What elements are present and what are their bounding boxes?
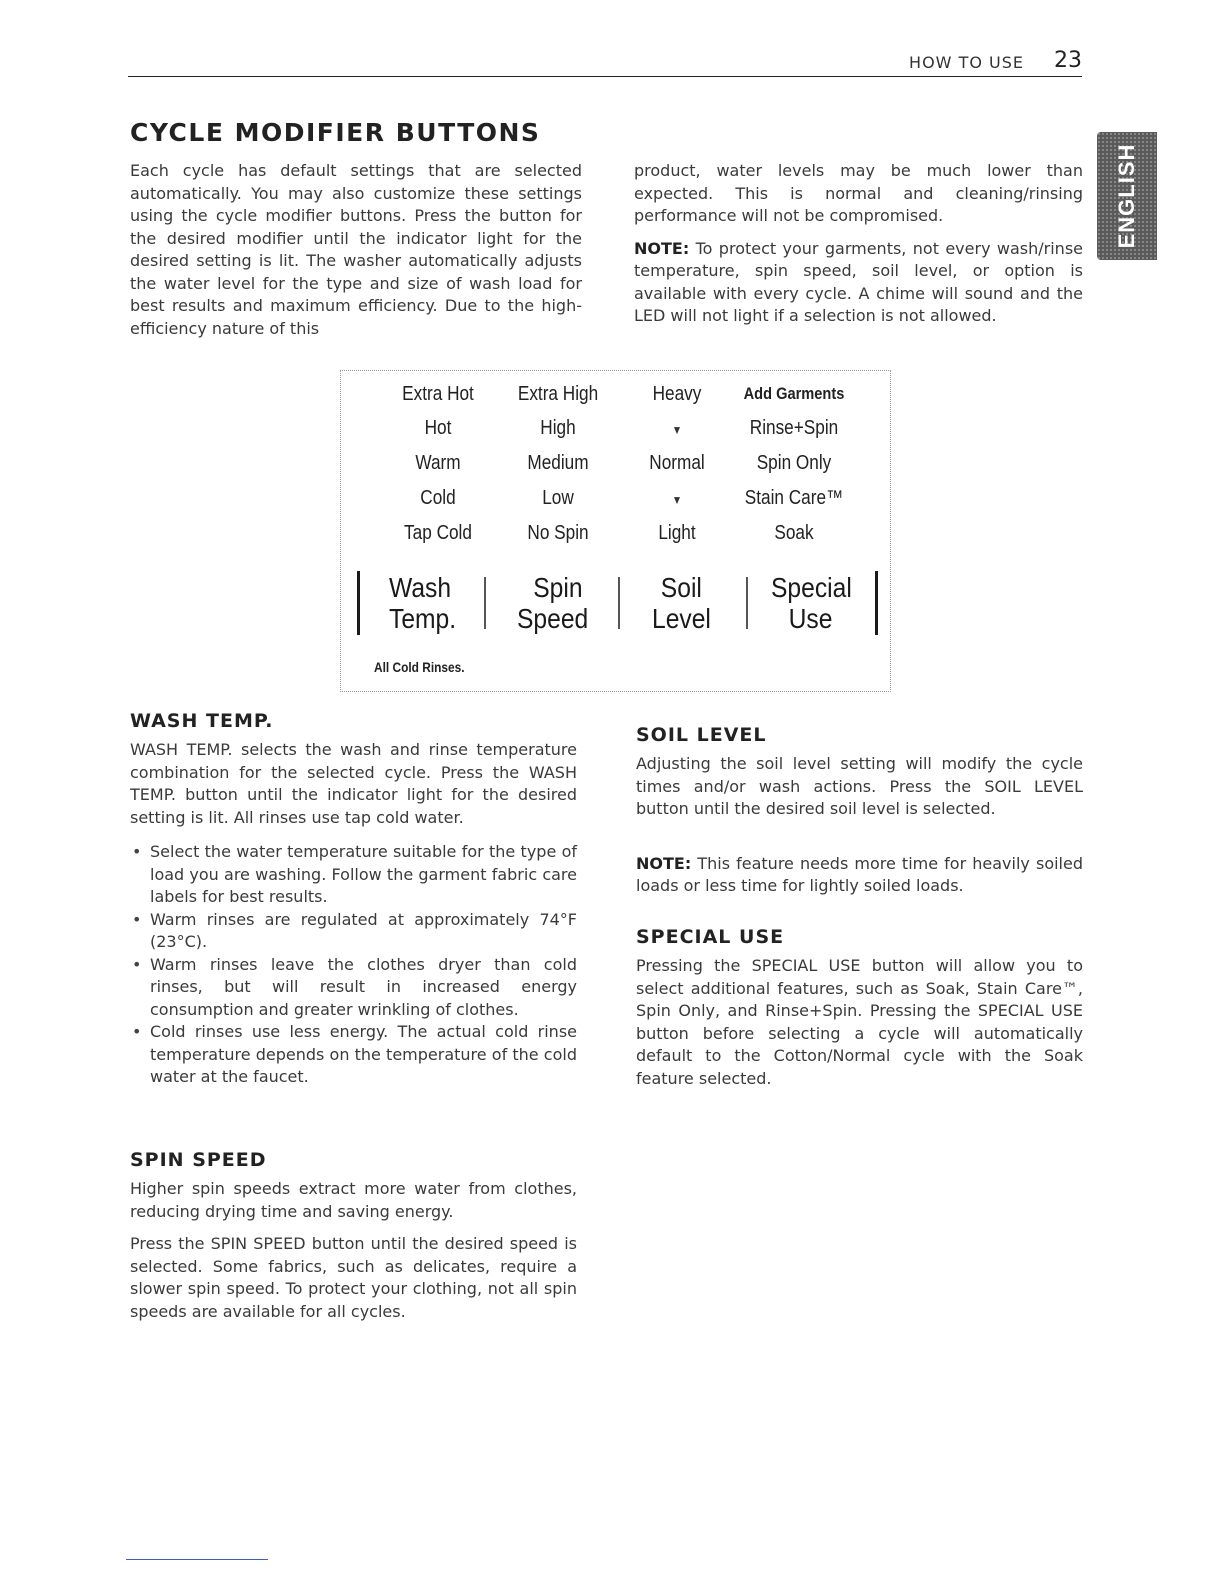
- special-use-text: Pressing the SPECIAL USE button will allow you to select additional features, such as Soak, Stain Care™, Spin Only, and Rinse+Spin. Pressing the SPECIAL USE button before selecting a cycle will automatically default to the Cotton/Normal cycle with the Soak feature selected.: [636, 956, 1083, 1088]
- button-divider: [484, 577, 486, 629]
- spin-speed-button[interactable]: [517, 572, 588, 634]
- wash-temp-option: Cold: [420, 487, 456, 509]
- special-use-heading: SPECIAL USE: [636, 926, 785, 948]
- wash-temp-bullets: [130, 841, 577, 1089]
- intro-right: [634, 160, 1083, 328]
- page-number: 23: [1054, 48, 1082, 73]
- note-label: NOTE:: [634, 238, 690, 258]
- soil-level-heading: SOIL LEVEL: [636, 724, 767, 746]
- list-item: • Warm rinses leave the clothes dryer than cold rinses, but will result in increased energy consumption and greater wrinkling of clothes.: [130, 954, 577, 1022]
- panel-footnote: All Cold Rinses.: [374, 659, 465, 675]
- note-text: To protect your garments, not every wash/rinse temperature, spin speed, soil level, or option is available with every cycle. A chime will sound and the LED will not light if a selection is not allowed.: [634, 238, 1083, 325]
- soil-level-option: Light: [658, 522, 696, 544]
- spin-speed-option: Extra High: [517, 383, 599, 405]
- wash-temp-option: Tap Cold: [404, 522, 472, 544]
- wash-temp-text: WASH TEMP. selects the wash and rinse temperature combination for the selected cycle. Press the WASH TEMP. button until the indicator light for the desired setting is lit. All rinses use tap cold water.: [130, 740, 577, 827]
- footer-rule: [126, 1559, 268, 1560]
- language-tab-label: ENGLISH: [1114, 143, 1139, 249]
- spin-speed-option: Medium: [527, 452, 589, 474]
- special-use-option: Soak: [774, 522, 814, 544]
- spin-speed-button-line1: Spin: [533, 572, 583, 603]
- special-use-button-line2: Use: [788, 603, 833, 634]
- button-divider: [746, 577, 748, 629]
- special-use-button[interactable]: [771, 572, 852, 634]
- note-label: NOTE:: [636, 853, 692, 873]
- page-title: CYCLE MODIFIER BUTTONS: [130, 118, 541, 147]
- soil-level-text: Adjusting the soil level setting will modify the cycle times and/or wash actions. Press the SOIL LEVEL button until the desired soil level is selected.: [636, 754, 1083, 818]
- spin-speed-option: High: [540, 417, 576, 439]
- special-use-option: Add Garments: [743, 384, 845, 403]
- soil-level-note: [636, 853, 1083, 898]
- spin-speed-text-1: Higher spin speeds extract more water from clothes, reducing drying time and saving energy.: [130, 1179, 577, 1221]
- wash-temp-heading: WASH TEMP.: [130, 710, 274, 732]
- down-triangle-icon: ▼: [671, 423, 683, 437]
- intro-left: [130, 160, 582, 340]
- control-panel-diagram: [340, 370, 891, 692]
- spin-speed-heading: SPIN SPEED: [130, 1149, 267, 1171]
- soil-level-button-line2: Level: [652, 603, 711, 634]
- intro-right-text: product, water levels may be much lower than expected. This is normal and cleaning/rinsing performance will not be compromised.: [634, 161, 1083, 225]
- wash-temp-option: Warm: [415, 452, 461, 474]
- button-divider: [875, 571, 878, 635]
- wash-temp-button-line1: Wash: [389, 572, 452, 603]
- down-triangle-icon: ▼: [671, 493, 683, 507]
- special-use-button-line1: Special: [771, 572, 852, 603]
- list-item: • Cold rinses use less energy. The actual cold rinse temperature depends on the temperature of the cold water at the faucet.: [130, 1021, 577, 1089]
- wash-temp-button[interactable]: [389, 572, 456, 634]
- wash-temp-button-line2: Temp.: [389, 603, 457, 634]
- language-tab: [1097, 132, 1157, 260]
- button-divider: [618, 577, 620, 629]
- soil-level-button-line1: Soil: [660, 572, 702, 603]
- wash-temp-option: Hot: [424, 417, 452, 439]
- spin-speed-button-line2: Speed: [517, 603, 589, 634]
- special-use-option: Stain Care™: [744, 487, 844, 509]
- note-text: This feature needs more time for heavily soiled loads or less time for lightly soiled loads.: [636, 853, 1083, 895]
- spin-speed-section: [130, 1178, 577, 1323]
- spin-speed-text-2: Press the SPIN SPEED button until the desired speed is selected. Some fabrics, such as delicates, require a slower spin speed. To protect your clothing, not all spin speeds are available for all cycles.: [130, 1234, 577, 1321]
- special-use-option: Spin Only: [756, 452, 832, 474]
- page-header: [128, 50, 1082, 77]
- soil-level-button[interactable]: [652, 572, 711, 634]
- wash-temp-option: Extra Hot: [402, 383, 474, 405]
- list-item: • Select the water temperature suitable for the type of load you are washing. Follow the garment fabric care labels for best results.: [130, 841, 577, 909]
- soil-level-option: Heavy: [652, 383, 702, 405]
- wash-temp-section: [130, 739, 577, 1089]
- intro-left-text: Each cycle has default settings that are selected automatically. You may also customize these settings using the cycle modifier buttons. Press the button for the desired modifier until the indicator light for the desired setting is lit. The washer automatically adjusts the water level for the type and size of wash load for best results and maximum efficiency. Due to the high-efficiency nature of this: [130, 161, 582, 338]
- spin-speed-option: Low: [542, 487, 574, 509]
- button-divider: [357, 571, 360, 635]
- list-item: • Warm rinses are regulated at approximately 74°F (23°C).: [130, 909, 577, 954]
- special-use-option: Rinse+Spin: [749, 417, 839, 439]
- special-use-section: [636, 955, 1083, 1090]
- section-title: HOW TO USE: [909, 53, 1024, 72]
- soil-level-section: [636, 753, 1083, 898]
- soil-level-option: Normal: [649, 452, 705, 474]
- intro-note: [634, 238, 1083, 328]
- spin-speed-option: No Spin: [527, 522, 589, 544]
